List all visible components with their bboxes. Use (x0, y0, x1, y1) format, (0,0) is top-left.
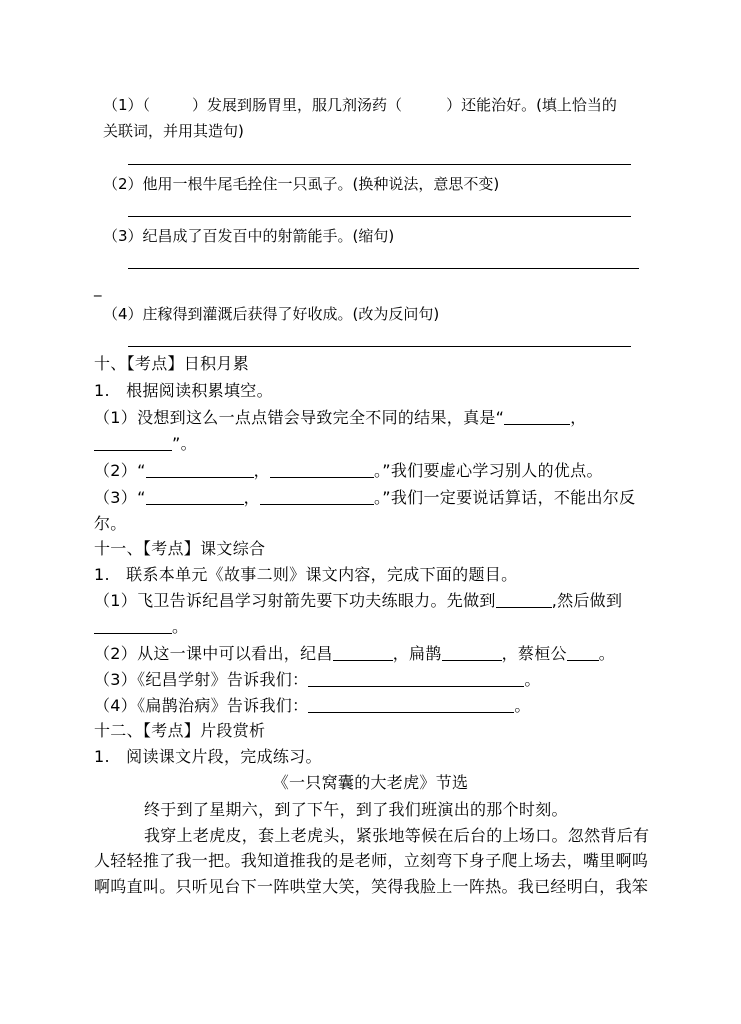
q11-sub4: （4）《扁鹊治病》告诉我们： 。 (94, 696, 531, 715)
q9-item3: （3）纪昌成了百发百中的射箭能手。(缩句) (103, 227, 395, 245)
fill-blank[interactable] (308, 698, 514, 713)
fill-blank[interactable] (496, 593, 552, 608)
q12-heading: 十二、【考点】片段赏析 (94, 721, 266, 740)
fill-blank[interactable] (94, 436, 172, 451)
q11-heading: 十一、【考点】课文综合 (94, 539, 266, 558)
fill-blank[interactable] (333, 646, 393, 661)
stray-mark: _ (94, 279, 102, 297)
fill-blank[interactable] (504, 410, 570, 425)
answer-line-4[interactable] (128, 346, 631, 347)
fill-blank[interactable] (442, 646, 502, 661)
passage-para2-line2: 人轻轻推了我一把。我知道推我的是老师，立刻弯下身子爬上场去，嘴里啊呜 (94, 851, 649, 870)
fill-blank[interactable] (270, 463, 374, 478)
q10-sub3: （3）“ ， 。”我们一定要说话算话，不能出尔反 (94, 488, 636, 507)
q12-item1: 1. 阅读课文片段，完成练习。 (94, 747, 322, 766)
q9-item1-line2: 关联词，并用其造句) (103, 122, 244, 140)
q10-heading: 十、【考点】日积月累 (94, 354, 250, 373)
q11-item1: 1. 联系本单元《故事二则》课文内容，完成下面的题目。 (94, 565, 518, 584)
q9-item4: （4）庄稼得到灌溉后获得了好收成。(改为反问句) (103, 305, 440, 323)
fill-blank[interactable] (260, 490, 374, 505)
answer-line-3[interactable] (128, 268, 639, 269)
fill-blank[interactable] (94, 619, 172, 634)
q10-sub1-line2: ”。 (94, 436, 197, 452)
passage-para1: 终于到了星期六，到了下午，到了我们班演出的那个时刻。 (144, 800, 568, 819)
q11-sub1: （1）飞卫告诉纪昌学习射箭先要下功夫练眼力。先做到 ,然后做到 (94, 591, 623, 610)
q11-sub1-line2: 。 (94, 619, 188, 635)
answer-line-2[interactable] (128, 216, 631, 217)
q10-sub1: （1）没想到这么一点点错会导致完全不同的结果，真是“ ， (94, 408, 587, 427)
fill-blank[interactable] (308, 672, 524, 687)
q10-item1: 1. 根据阅读积累填空。 (94, 381, 273, 400)
fill-blank[interactable] (146, 490, 244, 505)
passage-title: 《一只窝囊的大老虎》节选 (272, 773, 469, 792)
answer-line-1[interactable] (128, 164, 631, 165)
q11-sub2: （2）从这一课中可以看出，纪昌 ，扁鹊 ，蔡桓公 。 (94, 644, 616, 663)
passage-para2-line3: 啊呜直叫。只听见台下一阵哄堂大笑，笑得我脸上一阵热。我已经明白，我笨 (94, 877, 649, 896)
q10-sub3-line2: 尔。 (94, 514, 127, 533)
q10-sub2: （2）“ ， 。”我们要虚心学习别人的优点。 (94, 461, 603, 480)
q9-item1: （1）（ ）发展到肠胃里，服几剂汤药（ ）还能治好。(填上恰当的 (103, 96, 617, 114)
fill-blank[interactable] (567, 646, 599, 661)
passage-para2-line1: 我穿上老虎皮，套上老虎头，紧张地等候在后台的上场口。忽然背后有 (144, 826, 650, 845)
q9-item2: （2）他用一根牛尾毛拴住一只虱子。(换种说法，意思不变) (103, 175, 500, 193)
fill-blank[interactable] (146, 463, 254, 478)
q11-sub3: （3）《纪昌学射》告诉我们： 。 (94, 670, 541, 689)
